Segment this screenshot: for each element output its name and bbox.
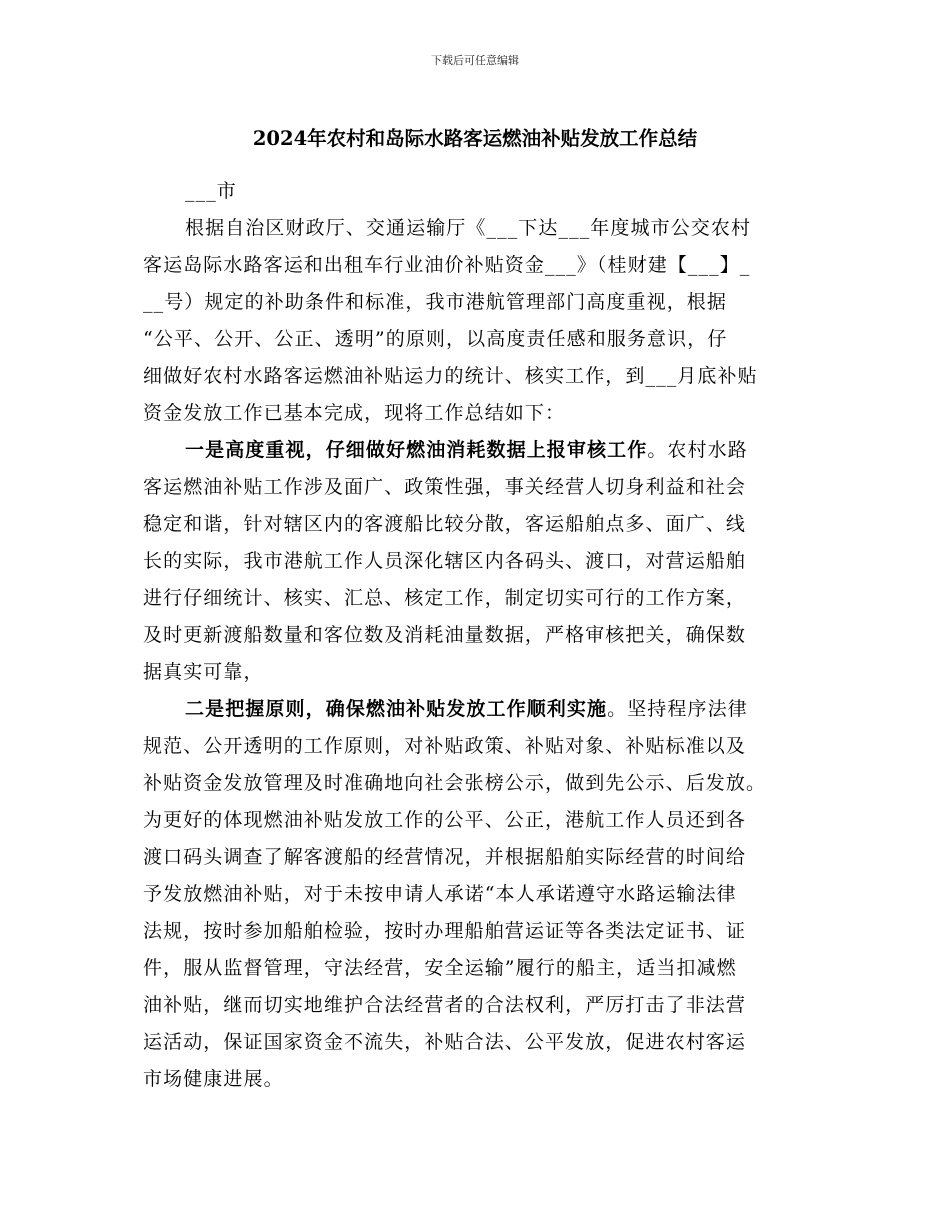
- body-line: 据真实可靠，: [143, 661, 264, 683]
- body-line: 油补贴，继而切实地维护合法经营者的合法权利，严厉打击了非法营: [143, 994, 747, 1016]
- body-line-text: 。农村水路: [647, 439, 748, 461]
- document-title: 2024年农村和岛际水路客运燃油补贴发放工作总结: [252, 127, 698, 150]
- body-line: 稳定和谐，针对辖区内的客渡船比较分散，客运船舶点多、面广、线: [143, 513, 747, 535]
- body-line: 长的实际，我市港航工作人员深化辖区内各码头、渡口，对营运船舶: [143, 550, 747, 572]
- body-line: 渡口码头调查了解客渡船的经营情况，并根据船舶实际经营的时间给: [143, 846, 747, 868]
- body-line: 及时更新渡船数量和客位数及消耗油量数据，严格审核把关，确保数: [143, 624, 747, 646]
- body-line: 客运岛际水路客运和出租车行业油价补贴资金___》（桂财建【___】_: [143, 254, 751, 276]
- body-line: 补贴资金发放管理及时准确地向社会张榜公示，做到先公示、后发放。: [143, 772, 767, 794]
- section-one-first-line: [143, 432, 813, 469]
- recipient-line: [143, 173, 813, 210]
- section-one-heading: 一是高度重视，仔细做好燃油消耗数据上报审核工作: [185, 439, 648, 461]
- body-line: 予发放燃油补贴，对于未按申请人承诺“本人承诺遵守水路运输法律: [143, 883, 737, 905]
- body-line: 进行仔细统计、核实、汇总、核定工作，制定切实可行的工作方案，: [143, 587, 747, 609]
- body-line: __号）规定的补助条件和标准，我市港航管理部门高度重视，根据: [143, 291, 728, 313]
- body-line: 客运燃油补贴工作涉及面广、政策性强，事关经营人切身利益和社会: [143, 476, 747, 498]
- body-line-text: 。坚持程序法律: [607, 698, 748, 720]
- body-line: 法规，按时参加船舶检验，按时办理船舶营运证等各类法定证书、证: [143, 920, 747, 942]
- body-line: 资金发放工作已基本完成，现将工作总结如下：: [143, 402, 566, 424]
- body-line: 为更好的体现燃油补贴发放工作的公平、公正，港航工作人员还到各: [143, 809, 747, 831]
- body-line-text: 根据自治区财政厅、交通运输厅《___下达___年度城市公交农村: [185, 217, 752, 239]
- recipient-text: ___市: [185, 180, 237, 202]
- page-header-note: 下载后可任意编辑: [431, 54, 519, 67]
- body-line: 市场健康进展。: [143, 1068, 284, 1090]
- section-two-heading: 二是把握原则，确保燃油补贴发放工作顺利实施: [185, 698, 608, 720]
- body-line: 件，服从监督管理，守法经营，安全运输”履行的船主，适当扣减燃: [143, 957, 737, 979]
- body-line: [143, 210, 813, 247]
- body-line: 规范、公开透明的工作原则，对补贴政策、补贴对象、补贴标准以及: [143, 735, 747, 757]
- section-two-first-line: [143, 691, 813, 728]
- document-body: [143, 173, 813, 1098]
- body-line: 运活动，保证国家资金不流失，补贴合法、公平发放，促进农村客运: [143, 1031, 747, 1053]
- body-line: “公平、公开、公正、透明”的原则，以高度责任感和服务意识，仔: [143, 328, 728, 350]
- body-line: 细做好农村水路客运燃油补贴运力的统计、核实工作，到___月底补贴: [143, 365, 758, 387]
